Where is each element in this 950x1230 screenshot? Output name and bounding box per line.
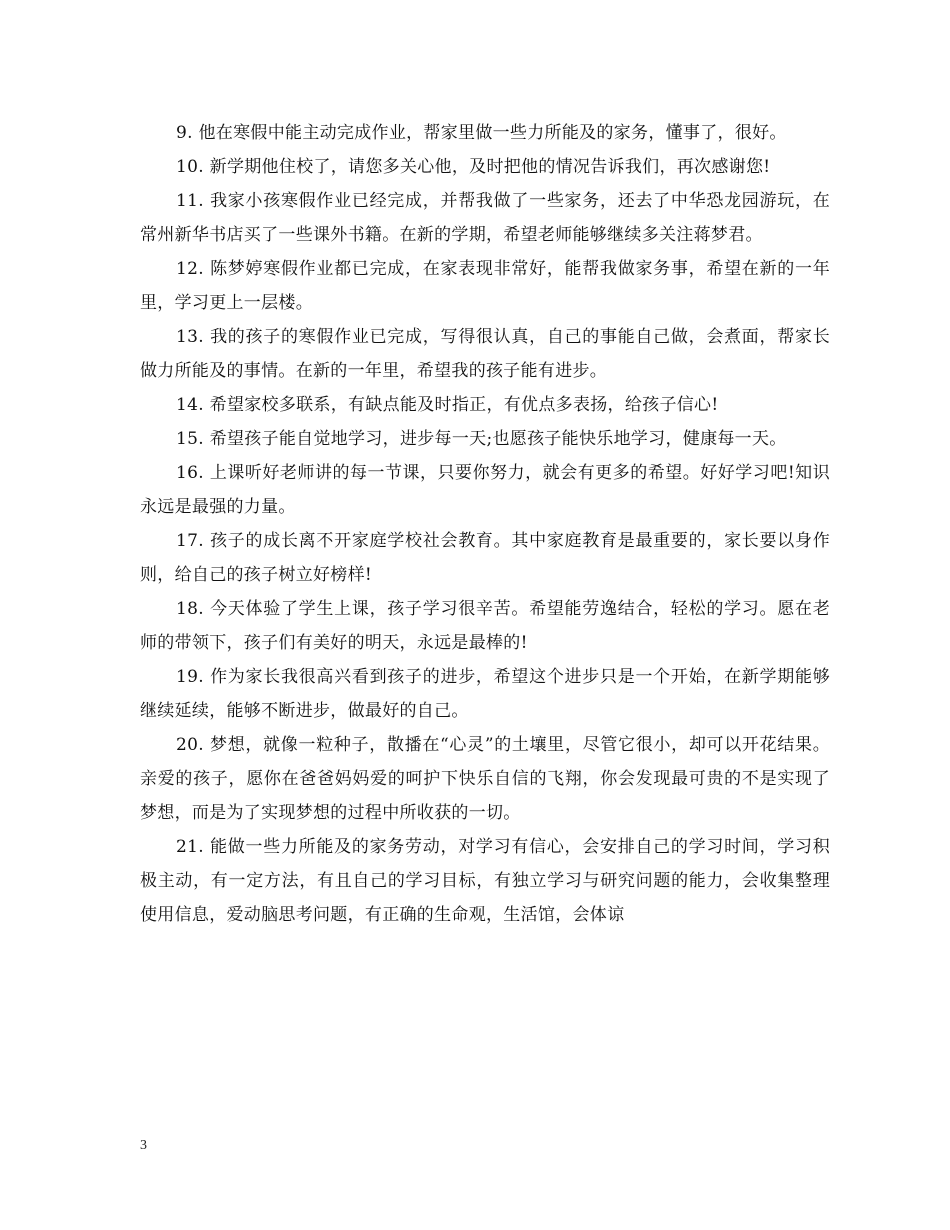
paragraph-15: 15. 希望孩子能自觉地学习，进步每一天;也愿孩子能快乐地学习，健康每一天。 [176,429,787,449]
paragraph-9: 9. 他在寒假中能主动完成作业，帮家里做一些力所能及的家务，懂事了，很好。 [176,123,787,143]
paragraph-20: 20. 梦想，就像一粒种子，散播在“心灵”的土壤里，尽管它很小，却可以开花结果。亲爱的孩子，愿你在爸爸妈妈爱的呵护下快乐自信的飞翔，你会发现最可贵的不是实现了梦想，而是为了实现梦想的过程中所收获的一切。 [140,735,830,823]
paragraph-10: 10. 新学期他住校了，请您多关心他，及时把他的情况告诉我们，再次感谢您! [176,157,771,177]
paragraph-19: 19. 作为家长我很高兴看到孩子的进步，希望这个进步只是一个开始，在新学期能够继续延续，能够不断进步，做最好的自己。 [140,667,830,721]
paragraph-18: 18. 今天体验了学生上课，孩子学习很辛苦。希望能劳逸结合，轻松的学习。愿在老师的带领下，孩子们有美好的明天，永远是最棒的! [140,599,830,653]
paragraph-12: 12. 陈梦婷寒假作业都已完成，在家表现非常好，能帮我做家务事，希望在新的一年里，学习更上一层楼。 [140,259,830,313]
paragraph-21: 21. 能做一些力所能及的家务劳动，对学习有信心，会安排自己的学习时间，学习积极主动，有一定方法，有且自己的学习目标，有独立学习与研究问题的能力，会收集整理使用信息，爱动脑思考问题，有正确的生命观，生活馆，会体谅 [140,837,830,925]
paragraph-11: 11. 我家小孩寒假作业已经完成，并帮我做了一些家务，还去了中华恐龙园游玩，在常州新华书店买了一些课外书籍。在新的学期，希望老师能够继续多关注蒋梦君。 [140,191,830,245]
page-number: 3 [140,1138,147,1153]
document-body [140,116,830,932]
paragraph-13: 13. 我的孩子的寒假作业已完成，写得很认真，自己的事能自己做，会煮面，帮家长做力所能及的事情。在新的一年里，希望我的孩子能有进步。 [140,327,830,381]
paragraph-14: 14. 希望家校多联系，有缺点能及时指正，有优点多表扬，给孩子信心! [176,395,719,415]
paragraph-17: 17. 孩子的成长离不开家庭学校社会教育。其中家庭教育是最重要的，家长要以身作则，给自己的孩子树立好榜样! [140,531,830,585]
paragraph-16: 16. 上课听好老师讲的每一节课，只要你努力，就会有更多的希望。好好学习吧!知识永远是最强的力量。 [140,463,830,517]
